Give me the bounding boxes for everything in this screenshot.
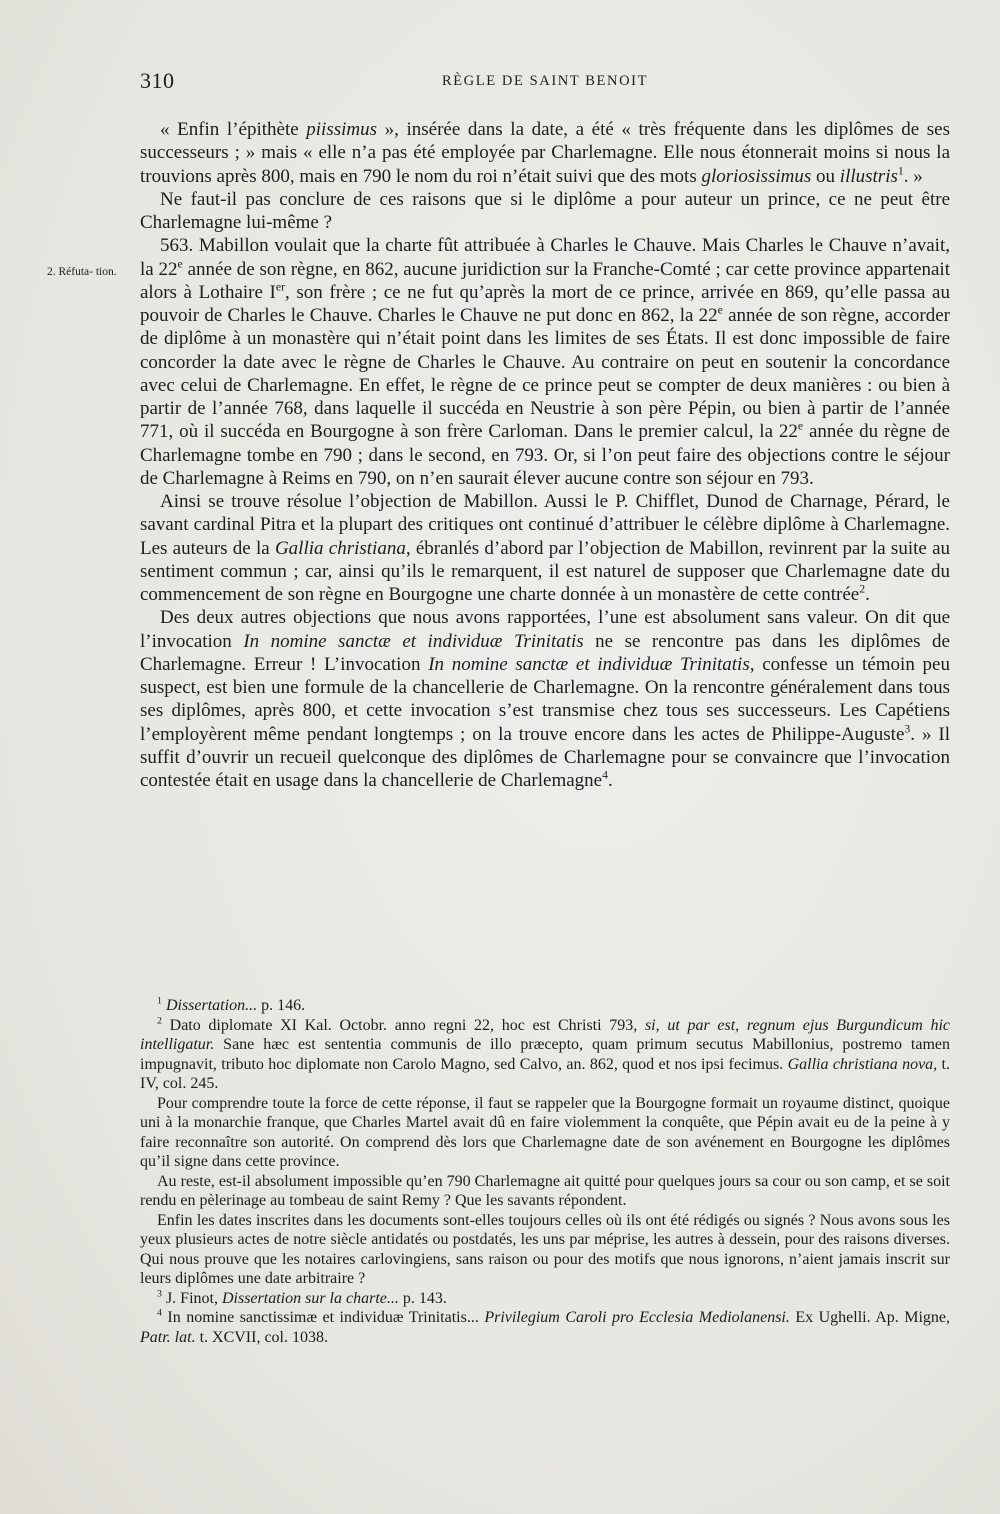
- footnote-ref: 2: [859, 582, 866, 596]
- text-run: 563. Mabillon voulait que la charte fût attribuée à Charles le Chauve. Mais Charles le Chauve n’avait, la 22: [140, 235, 950, 280]
- italic-run: si, ut par est, regnum ejus Burgundicum hic intelligatur.: [140, 1016, 951, 1053]
- footnote-3: [140, 1289, 950, 1309]
- paragraph-1: [140, 118, 950, 188]
- text-run: Sane hæc est sententia communis de illo præcepto, quam primum secutus Mabillonius, postremo tamen impugnavit, tributo hoc diplomate non Carolo Magno, sed Calvo, an. 862, quod et nos ipsi fecimus.: [140, 1036, 950, 1073]
- text-run: Ex Ughelli. Ap. Migne,: [789, 1309, 951, 1326]
- footnote-number: 2: [157, 1015, 162, 1027]
- text-run: Des deux autres objections que nous avons rapportées, l’une est absolument sans valeur. On dit que l’invocation: [140, 607, 950, 652]
- text-run: . »: [903, 165, 923, 187]
- italic-run: Gallia christiana nova,: [787, 1055, 938, 1073]
- margin-note: 2. Réfuta- tion.: [47, 266, 117, 278]
- page-number: 310: [140, 68, 175, 93]
- text-run: , son frère ; ce ne fut qu’après la mort de ce prince, arrivée en 869, qu’elle passa au pouvoir de Charles le Chauve. Charles le Chauve ne put donc en 862, la 22: [140, 281, 950, 326]
- text-run: confesse un témoin peu suspect, est bien une formule de la chancellerie de Charlemagne. On la rencontre généralement dans tous ses diplômes, après 800, et cette invocation s’est transmise chez tous ses successeurs. Les Capétiens l’employèrent même pendant longtemps ; on la trouve encore dans les actes de Philippe-Auguste: [140, 653, 950, 745]
- text-run: t. IV, col. 245.: [140, 1055, 950, 1092]
- footnote-number: 3: [157, 1288, 162, 1300]
- italic-run: Gallia christiana,: [274, 537, 411, 559]
- italic-run: illustris: [839, 165, 898, 187]
- footnote-ref: 3: [904, 722, 911, 736]
- text-run: ne se rencontre pas dans les diplômes de Charlemagne. Erreur ! L’invocation: [140, 630, 950, 675]
- footnote-2-continued: Pour comprendre toute la force de cette réponse, il faut se rappeler que la Bourgogne formait un royaume distinct, quoique uni à la monarchie franque, que Charles Martel avait dû en faire violemment la conquête, que Pépin avait eu de la peine à y faire reconnaître son autorité. On comprend dès lors que Charlemagne date de son avénement en Bourgogne les diplômes qu’il signe dans cette province.: [140, 1094, 950, 1170]
- text-run: . » Il suffit d’ouvrir un recueil quelconque des diplômes de Charlemagne pour se convaincre que l’invocation contestée était en usage dans la chancellerie de Charlemagne: [140, 723, 950, 791]
- footnote-ref: 4: [602, 768, 608, 782]
- paragraph-5: [140, 606, 950, 792]
- italic-run: Privilegium Caroli pro Ecclesia Mediolanensi.: [484, 1309, 790, 1326]
- paragraph-3: [140, 234, 950, 490]
- text-run: Dato diplomate XI Kal. Octobr. anno regni 22, hoc est Christi 793,: [161, 1016, 645, 1034]
- footnote-2-continued: Au reste, est-il absolument impossible qu’en 790 Charlemagne ait quitté pour quelques jours sa cour ou son camp, et se soit rendu en pèlerinage au tombeau de saint Remy ? Que les savants répondent.: [140, 1172, 950, 1209]
- footnote-number: 4: [157, 1307, 162, 1319]
- italic-run: Patr. lat.: [140, 1328, 196, 1346]
- text-run: p. 146.: [257, 997, 306, 1014]
- running-title: RÈGLE DE SAINT BENOIT: [441, 73, 649, 89]
- italic-run: Dissertation sur la charte...: [221, 1289, 399, 1307]
- footnote-1: [140, 996, 950, 1016]
- text-run: J. Finot,: [161, 1289, 222, 1307]
- text-run: t. XCVII, col. 1038.: [195, 1328, 328, 1346]
- paragraph-2: Ne faut-il pas conclure de ces raisons que si le diplôme a pour auteur un prince, ce ne peut être Charlemagne lui-même ?: [140, 188, 950, 233]
- text-run: p. 143.: [398, 1289, 447, 1307]
- text-run: année de son règne, accorder de diplôme à un monastère qui n’était point dans les limites de ses États. Il est donc impossible de faire concorder la date avec le règne de Charles le Chauve. Au contraire on peut en soutenir la concordance avec celui de Charlemagne. En effet, le règne de ce prince peut se compter de deux manières : ou bien à partir de l’année 768, dans laquelle il succéda en Neustrie à son père Pépin, ou bien à partir de l’année 771, où il succéda en Bourgogne à son frère Carloman. Dans le premier calcul, la 22: [140, 305, 950, 443]
- page-header: [140, 68, 950, 96]
- text-run: .: [865, 584, 870, 605]
- italic-run: piissimus: [306, 119, 378, 140]
- text-run: », insérée dans la date, a été « très fréquente dans les diplômes de ses successeurs ; » mais « elle n’a pas été employée par Charlemagne. Elle nous étonnerait moins si nous la trouvions après 800, mais en 790 le nom du roi n’était suivi que des mots: [140, 119, 950, 187]
- main-text: [140, 118, 950, 792]
- text-run: année de son règne, en 862, aucune juridiction sur la Franche-Comté ; car cette province appartenait alors à Lothaire I: [140, 258, 950, 303]
- text-run: ou: [811, 165, 840, 187]
- ordinal-sup: e: [797, 419, 804, 433]
- italic-run: In nomine sanctæ et individuæ Trinitatis: [243, 630, 584, 652]
- text-run: .: [608, 770, 613, 791]
- text-run: Ainsi se trouve résolue l’objection de Mabillon. Aussi le P. Chifflet, Dunod de Charnage, Pérard, le savant cardinal Pitra et la plupart des critiques ont continué d’attribuer le célèbre diplôme à Charlemagne. Les auteurs de la: [140, 491, 950, 559]
- text-run: « Enfin l’épithète: [160, 119, 307, 140]
- italic-run: In nomine sanctæ et individuæ Trinitatis,: [428, 653, 755, 675]
- footnote-4: [140, 1308, 950, 1347]
- ordinal-sup: e: [177, 257, 183, 271]
- ordinal-sup: e: [717, 303, 723, 317]
- italic-run: gloriosissimus: [701, 165, 812, 187]
- footnotes: [140, 996, 950, 1347]
- footnote-2: [140, 1016, 950, 1094]
- footnote-number: 1: [157, 995, 162, 1007]
- footnote-2-continued: Enfin les dates inscrites dans les documents sont-elles toujours celles où ils ont été rédigés ou signés ? Nous avons sous les yeux plusieurs actes de notre siècle antidatés ou postdatés, les uns par méprise, les autres à dessein, pour des raisons diverses. Qui nous prouve que les notaires carlovingiens, sans raison ou pour des motifs que nous ignorons, n’aient jamais inscrit sur leurs diplômes une date arbitraire ?: [140, 1211, 950, 1287]
- ordinal-sup: er: [275, 280, 286, 294]
- text-run: année du règne de Charlemagne tombe en 790 ; dans le second, en 793. Or, si l’on peut faire des objections contre le séjour de Charlemagne à Reims en 790, on n’en saurait élever aucune contre son séjour en 793.: [140, 421, 950, 489]
- italic-run: Dissertation...: [165, 997, 258, 1014]
- text-run: ébranlés d’abord par l’objection de Mabillon, revinrent par la suite au sentiment commun ; car, ainsi qu’ils le remarquent, il est naturel de supposer que Charlemagne date du commencement de son règne en Bourgogne une charte donnée à un monastère de cette contrée: [140, 537, 950, 605]
- paragraph-4: [140, 490, 950, 606]
- footnote-ref: 1: [897, 164, 904, 178]
- text-run: In nomine sanctissimæ et individuæ Trinitatis...: [161, 1309, 485, 1326]
